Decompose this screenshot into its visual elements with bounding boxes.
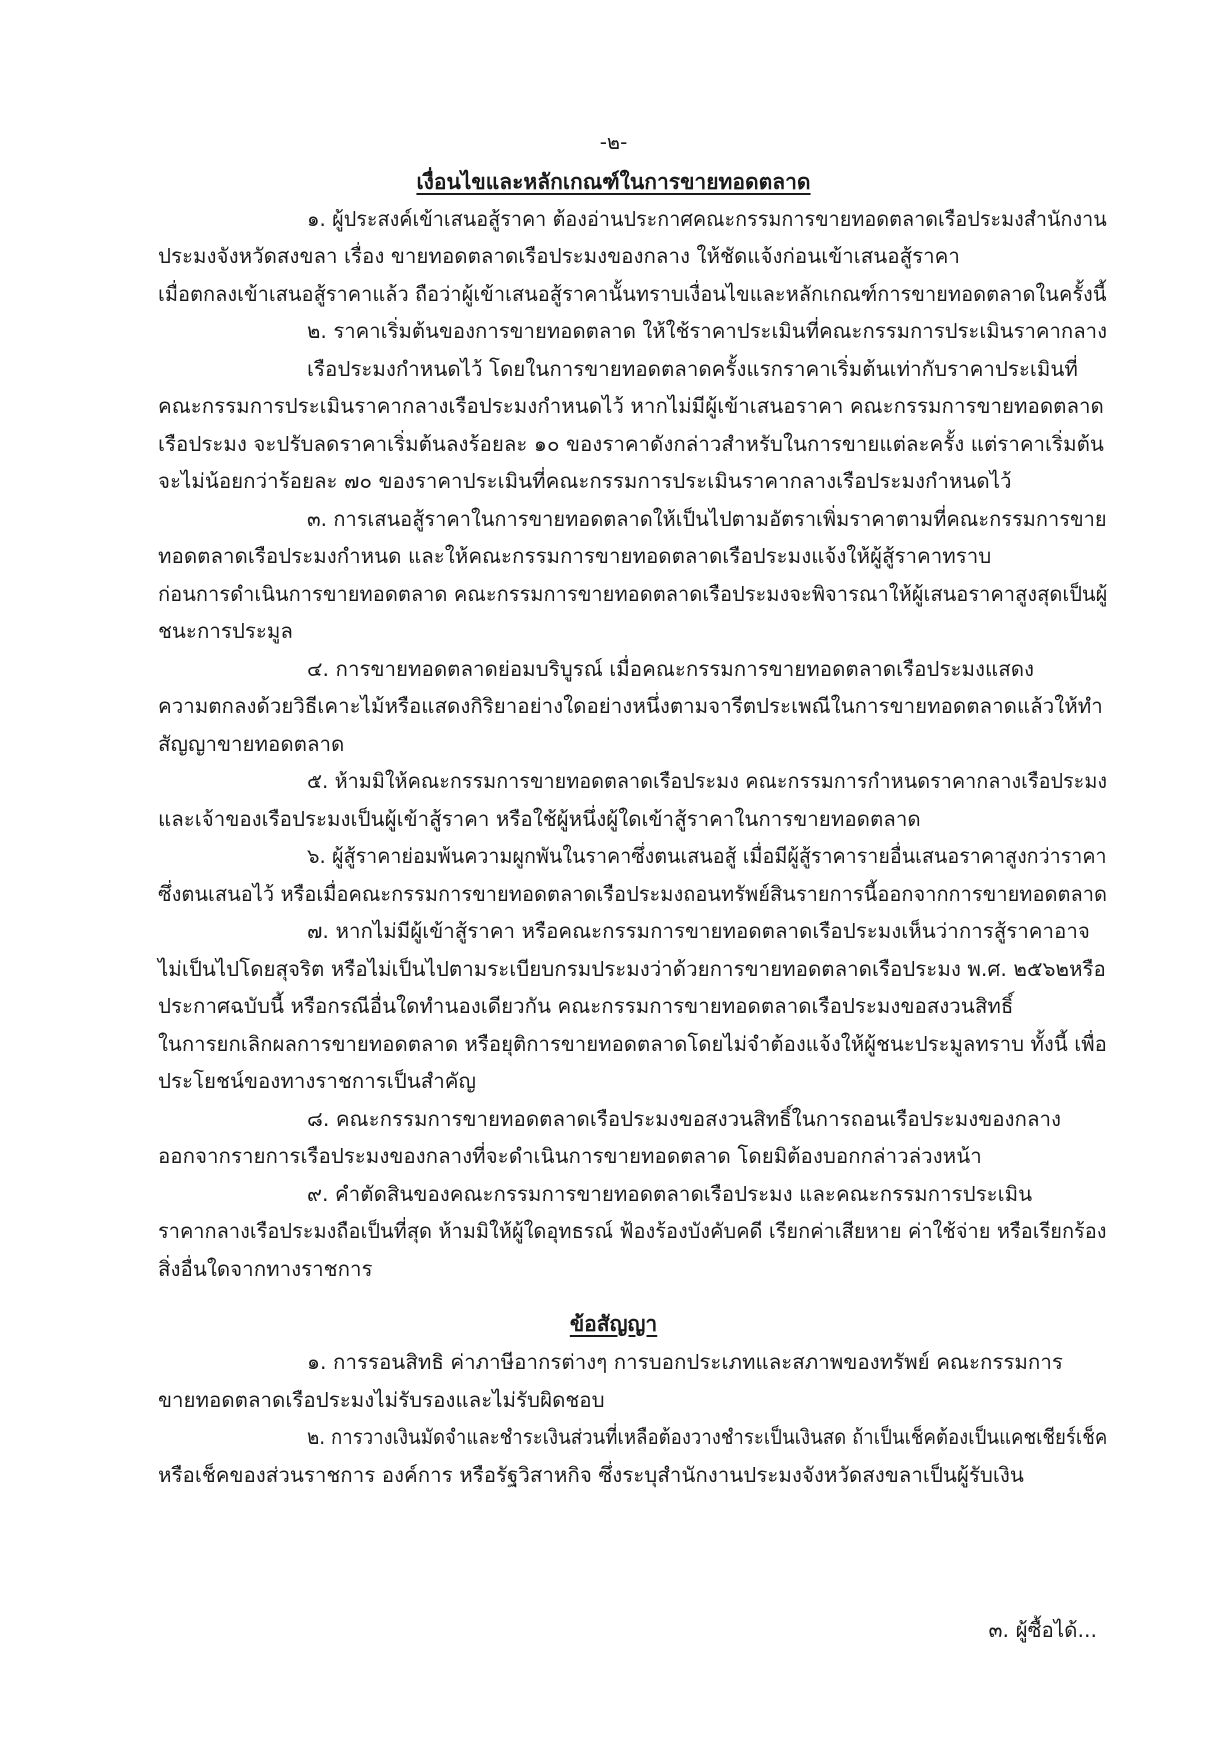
text-line: และเจ้าของเรือประมงเป็นผู้เข้าสู้ราคา หรือใช้ผู้หนึ่งผู้ใดเข้าสู้ราคาในการขายทอดตลาด	[158, 807, 921, 831]
section-title-terms: ข้อสัญญา	[569, 1312, 658, 1336]
text-line: ชนะการประมูล	[158, 619, 293, 643]
text-line: ๑. ผู้ประสงค์เข้าเสนอสู้ราคา ต้องอ่านประกาศคณะกรรมการขายทอดตลาดเรือประมงสำนักงาน	[307, 207, 1107, 231]
text-line: ๓. การเสนอสู้ราคาในการขายทอดตลาดให้เป็นไปตามอัตราเพิ่มราคาตามที่คณะกรรมการขาย	[307, 507, 1107, 531]
text-line: ๑. การรอนสิทธิ ค่าภาษีอากรต่างๆ การบอกประเภทและสภาพของทรัพย์ คณะกรรมการ	[307, 1350, 1063, 1374]
text-line: คณะกรรมการประเมินราคากลางเรือประมงกำหนดไว้ หากไม่มีผู้เข้าเสนอราคา คณะกรรมการขายทอดตลาด	[158, 394, 1104, 418]
text-line: ๕. ห้ามมิให้คณะกรรมการขายทอดตลาดเรือประมง คณะกรรมการกำหนดราคากลางเรือประมง	[307, 769, 1108, 793]
text-line: ๒. ราคาเริ่มต้นของการขายทอดตลาด ให้ใช้ราคาประเมินที่คณะกรรมการประเมินราคากลาง	[307, 319, 1108, 343]
text-line: ประกาศฉบับนี้ หรือกรณีอื่นใดทำนองเดียวกัน คณะกรรมการขายทอดตลาดเรือประมงขอสงวนสิทธิ์	[158, 994, 1014, 1018]
text-line: ไม่เป็นไปโดยสุจริต หรือไม่เป็นไปตามระเบียบกรมประมงว่าด้วยการขายทอดตลาดเรือประมง พ.ศ. ๒๕๖๒หรือ	[158, 957, 1106, 981]
text-line: ๖. ผู้สู้ราคาย่อมพ้นความผูกพันในราคาซึ่งตนเสนอสู้ เมื่อมีผู้สู้ราคารายอื่นเสนอราคาสูงกว่าราคา	[307, 844, 1107, 868]
text-line: ก่อนการดำเนินการขายทอดตลาด คณะกรรมการขายทอดตลาดเรือประมงจะพิจารณาให้ผู้เสนอราคาสูงสุดเป็นผู้	[158, 582, 1108, 606]
text-line: ประโยชน์ของทางราชการเป็นสำคัญ	[158, 1069, 476, 1093]
text-line: หรือเช็คของส่วนราชการ องค์การ หรือรัฐวิสาหกิจ ซึ่งระบุสำนักงานประมงจังหวัดสงขลาเป็นผู้รับเงิน	[158, 1463, 1024, 1487]
text-line: ๔. การขายทอดตลาดย่อมบริบูรณ์ เมื่อคณะกรรมการขายทอดตลาดเรือประมงแสดง	[307, 657, 1035, 681]
text-line: สิ่งอื่นใดจากทางราชการ	[158, 1257, 373, 1281]
continuation-note: ๓. ผู้ซื้อได้...	[988, 1618, 1097, 1642]
text-line: ทอดตลาดเรือประมงกำหนด และให้คณะกรรมการขายทอดตลาดเรือประมงแจ้งให้ผู้สู้ราคาทราบ	[158, 544, 992, 568]
text-line: สัญญาขายทอดตลาด	[158, 732, 345, 756]
text-line: จะไม่น้อยกว่าร้อยละ ๗๐ ของราคาประเมินที่คณะกรรมการประเมินราคากลางเรือประมงกำหนดไว้	[158, 469, 1012, 493]
text-line: ๘. คณะกรรมการขายทอดตลาดเรือประมงขอสงวนสิทธิ์ในการถอนเรือประมงของกลาง	[307, 1107, 1062, 1131]
text-line: ๙. คำตัดสินของคณะกรรมการขายทอดตลาดเรือประมง และคณะกรรมการประเมิน	[307, 1182, 1033, 1206]
text-line: เรือประมงกำหนดไว้ โดยในการขายทอดตลาดครั้งแรกราคาเริ่มต้นเท่ากับราคาประเมินที่	[307, 357, 1078, 381]
text-line: ขายทอดตลาดเรือประมงไม่รับรองและไม่รับผิดชอบ	[158, 1388, 605, 1412]
text-line: ออกจากรายการเรือประมงของกลางที่จะดำเนินการขายทอดตลาด โดยมิต้องบอกกล่าวล่วงหน้า	[158, 1144, 982, 1168]
text-line: เมื่อตกลงเข้าเสนอสู้ราคาแล้ว ถือว่าผู้เข้าเสนอสู้ราคานั้นทราบเงื่อนไขและหลักเกณฑ์การขายทอดตลาดในครั้งนี้	[158, 282, 1107, 306]
text-line: ประมงจังหวัดสงขลา เรื่อง ขายทอดตลาดเรือประมงของกลาง ให้ชัดแจ้งก่อนเข้าเสนอสู้ราคา	[158, 244, 960, 268]
text-line: ในการยกเลิกผลการขายทอดตลาด หรือยุติการขายทอดตลาดโดยไม่จำต้องแจ้งให้ผู้ชนะประมูลทราบ ทั้งนี้ เพื่อ	[158, 1032, 1107, 1056]
text-line: ๗. หากไม่มีผู้เข้าสู้ราคา หรือคณะกรรมการขายทอดตลาดเรือประมงเห็นว่าการสู้ราคาอาจ	[307, 919, 1090, 943]
text-line: ซึ่งตนเสนอไว้ หรือเมื่อคณะกรรมการขายทอดตลาดเรือประมงถอนทรัพย์สินรายการนี้ออกจากการขายทอดตลาด	[158, 882, 1108, 906]
text-line: เรือประมง จะปรับลดราคาเริ่มต้นลงร้อยละ ๑๐ ของราคาดังกล่าวสำหรับในการขายแต่ละครั้ง แต่ราคาเริ่มต้น	[158, 432, 1104, 456]
section-title-conditions: เงื่อนไขและหลักเกณฑ์ในการขายทอดตลาด	[416, 170, 811, 194]
text-line: ราคากลางเรือประมงถือเป็นที่สุด ห้ามมิให้ผู้ใดอุทธรณ์ ฟ้องร้องบังคับคดี เรียกค่าเสียหาย ค่าใช้จ่าย หรือเรียกร้อง	[158, 1219, 1107, 1243]
text-line: ๒. การวางเงินมัดจำและชำระเงินส่วนที่เหลือต้องวางชำระเป็นเงินสด ถ้าเป็นเช็คต้องเป็นแคชเชียร์เช็ค	[307, 1425, 1108, 1449]
text-line: ความตกลงด้วยวิธีเคาะไม้หรือแสดงกิริยาอย่างใดอย่างหนึ่งตามจารีตประเพณีในการขายทอดตลาดแล้วให้ทำ	[158, 694, 1103, 718]
page-number: -๒-	[599, 130, 628, 154]
